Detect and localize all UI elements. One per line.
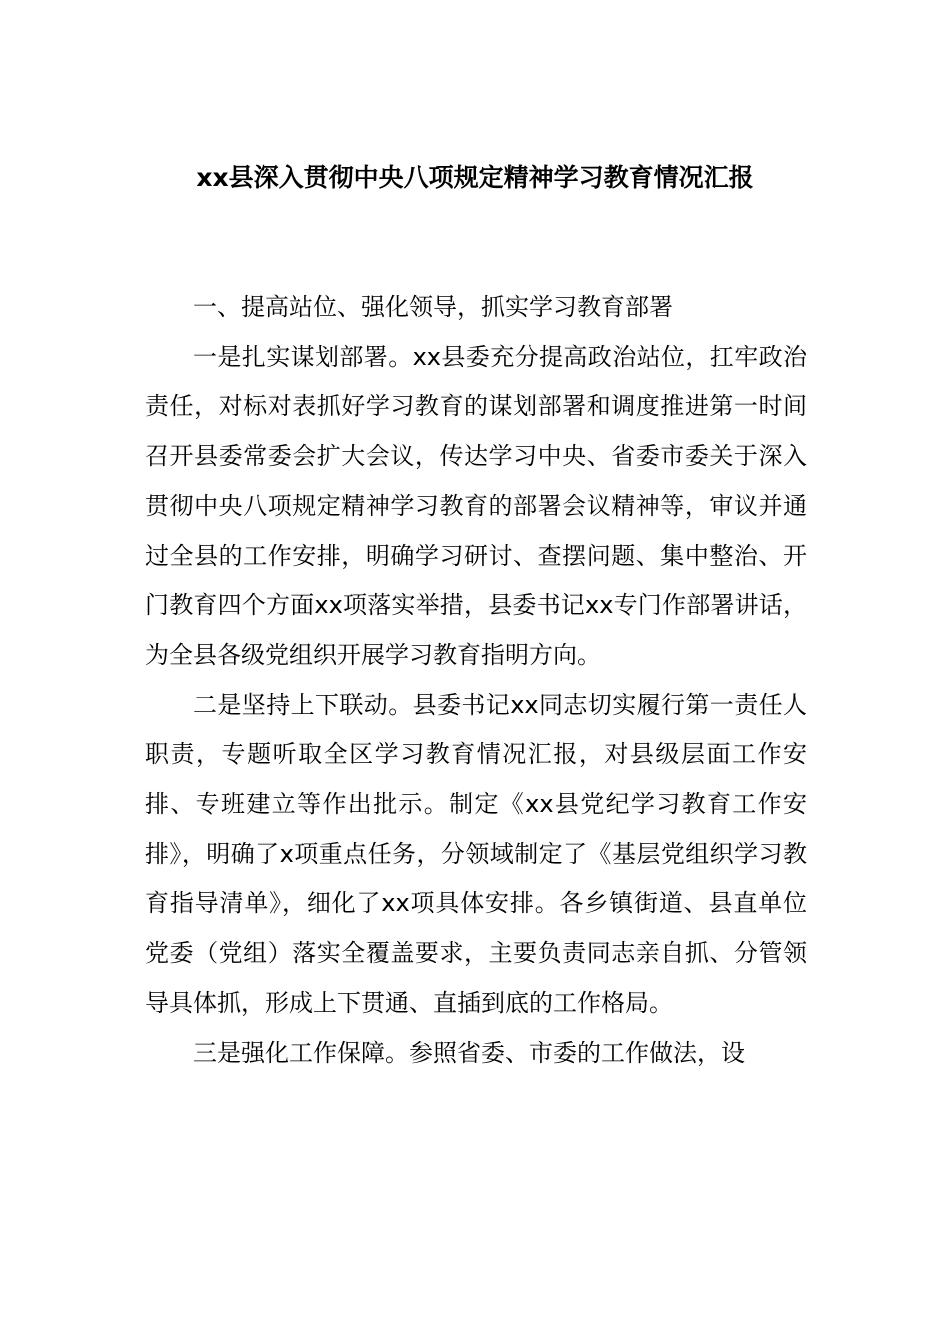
section-heading: 一、提高站位、强化领导，抓实学习教育部署 bbox=[193, 293, 673, 321]
document-title: xx县深入贯彻中央八项规定精神学习教育情况汇报 bbox=[196, 163, 754, 192]
document-body bbox=[145, 283, 807, 1078]
paragraph: 一是扎实谋划部署。xx县委充分提高政治站位，扛牢政治责任，对标对表抓好学习教育的谋划部署和调度推进第一时间召开县委常委会扩大会议，传达学习中央、省委市委关于深入贯彻中央八项规定精神学习教育的部署会议精神等，审议并通过全县的工作安排，明确学习研讨、查摆问题、集中整治、开门教育四个方面xx项落实举措，县委书记xx专门作部署讲话，为全县各级党组织开展学习教育指明方向。 bbox=[145, 342, 807, 669]
paragraph: 三是强化工作保障。参照省委、市委的工作做法，设 bbox=[193, 1038, 745, 1067]
paragraph: 二是坚持上下联动。县委书记xx同志切实履行第一责任人职责，专题听取全区学习教育情况汇报，对县级层面工作安排、专班建立等作出批示。制定《xx县党纪学习教育工作安排》，明确了x项重点任务，分领域制定了《基层党组织学习教育指导清单》，细化了xx项具体安排。各乡镇街道、县直单位党委（党组）落实全覆盖要求，主要负责同志亲自抓、分管领导具体抓，形成上下贯通、直插到底的工作格局。 bbox=[145, 690, 807, 1017]
